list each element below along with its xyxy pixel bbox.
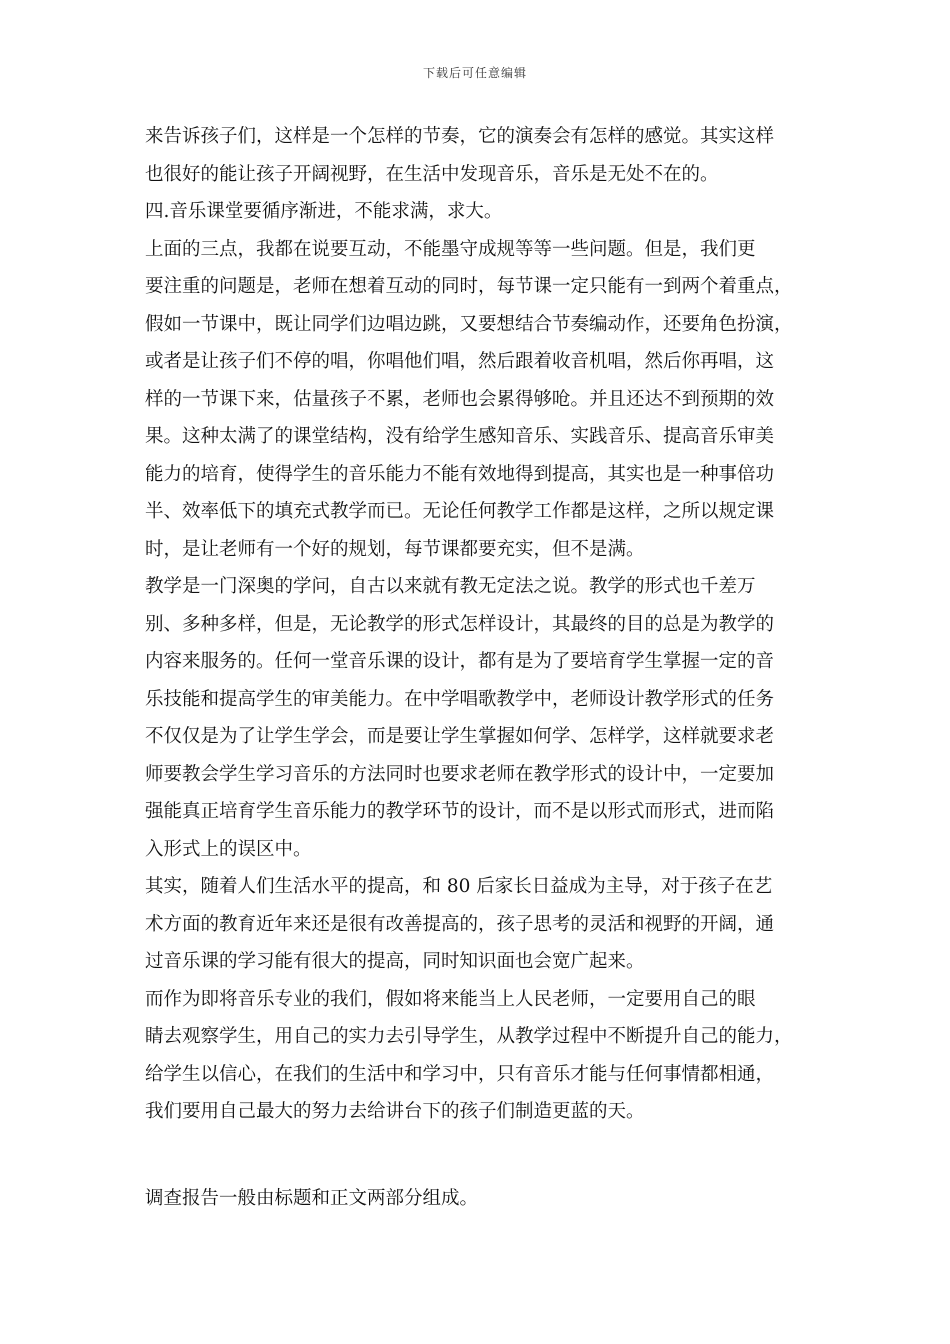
document-body [145, 118, 820, 1131]
text-line: 教学是一门深奥的学问，自古以来就有教无定法之说。教学的形式也千差万 [145, 576, 756, 597]
text-line: 睛去观察学生，用自己的实力去引导学生，从教学过程中不断提升自己的能力， [145, 1026, 793, 1047]
text-line: 入形式上的误区中。 [145, 838, 312, 860]
text-line: 强能真正培育学生音乐能力的教学环节的设计，而不是以形式而形式，进而陷 [145, 801, 775, 822]
closing-note: 调查报告一般由标题和正文两部分组成。 [145, 1188, 479, 1209]
text-line: 能力的培育，使得学生的音乐能力不能有效地得到提高，其实也是一种事倍功 [145, 463, 775, 485]
text-line: 我们要用自己最大的努力去给讲台下的孩子们制造更蓝的天。 [145, 1101, 645, 1122]
text-line: 半、效率低下的填充式教学而已。无论任何教学工作都是这样，之所以规定课 [145, 501, 775, 522]
text-line: 师要教会学生学习音乐的方法同时也要求老师在教学形式的设计中，一定要加 [145, 763, 775, 785]
text-line: 过音乐课的学习能有很大的提高，同时知识面也会宽广起来。 [145, 951, 645, 972]
text-line: 其实，随着人们生活水平的提高，和 80 后家长日益成为主导，对于孩子在艺 [145, 876, 773, 897]
text-line: 来告诉孩子们，这样是一个怎样的节奏，它的演奏会有怎样的感觉。其实这样 [145, 126, 775, 147]
text-line: 也很好的能让孩子开阔视野，在生活中发现音乐，音乐是无处不在的。 [145, 163, 719, 185]
section-heading: 四.音乐课堂要循序渐进，不能求满，求大。 [145, 201, 503, 222]
text-line: 时，是让老师有一个好的规划，每节课都要充实，但不是满。 [145, 538, 645, 560]
text-line: 术方面的教育近年来还是很有改善提高的，孩子思考的灵活和视野的开阔，通 [145, 913, 775, 935]
text-line: 上面的三点，我都在说要互动，不能墨守成规等等一些问题。但是，我们更 [145, 238, 756, 260]
text-line: 不仅仅是为了让学生学会，而是要让学生掌握如何学、怎样学，这样就要求老 [145, 726, 775, 747]
text-line: 样的一节课下来，估量孩子不累，老师也会累得够呛。并且还达不到预期的效 [145, 388, 775, 410]
text-line: 给学生以信心，在我们的生活中和学习中，只有音乐才能与任何事情都相通， [145, 1063, 775, 1085]
text-line: 或者是让孩子们不停的唱，你唱他们唱，然后跟着收音机唱，然后你再唱，这 [145, 351, 775, 372]
text-line: 果。这种太满了的课堂结构，没有给学生感知音乐、实践音乐、提高音乐审美 [145, 426, 775, 447]
text-line: 内容来服务的。任何一堂音乐课的设计，都有是为了要培育学生掌握一定的音 [145, 651, 775, 672]
text-line: 别、多种多样，但是，无论教学的形式怎样设计，其最终的目的总是为教学的 [145, 613, 775, 635]
page-header: 下载后可任意编辑 [422, 66, 527, 80]
text-line: 要注重的问题是，老师在想着互动的同时，每节课一定只能有一到两个着重点， [145, 276, 793, 297]
text-line: 乐技能和提高学生的审美能力。在中学唱歌教学中，老师设计教学形式的任务 [145, 688, 775, 710]
text-line: 假如一节课中，既让同学们边唱边跳，又要想结合节奏编动作，还要角色扮演， [145, 313, 793, 335]
text-line: 而作为即将音乐专业的我们，假如将来能当上人民老师，一定要用自己的眼 [145, 988, 756, 1010]
